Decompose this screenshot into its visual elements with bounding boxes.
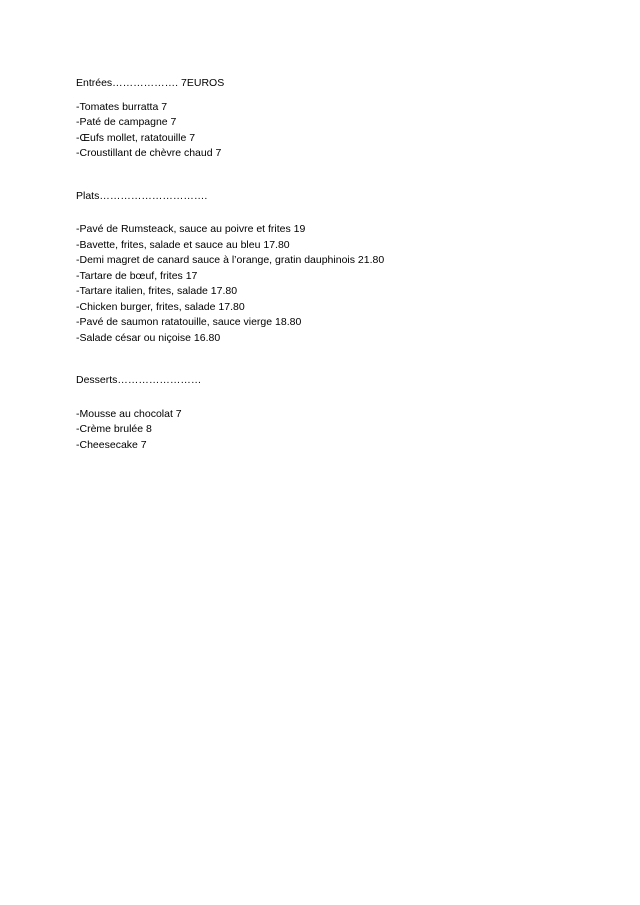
list-item: -Tartare italien, frites, salade 17.80 (76, 285, 238, 297)
list-item: -Salade césar ou niçoise 16.80 (76, 331, 221, 344)
plats-list (76, 222, 596, 346)
list-item: -Cheesecake 7 (76, 438, 147, 451)
list-item: -Œufs mollet, ratatouille 7 (76, 131, 196, 144)
list-item: -Crème brulée 8 (76, 423, 152, 435)
list-item: -Chicken burger, frites, salade 17.80 (76, 300, 245, 313)
desserts-list (76, 407, 596, 454)
list-item: -Bavette, frites, salade et sauce au bleu 17.80 (76, 238, 290, 251)
list-item: -Paté de campagne 7 (76, 116, 177, 128)
desserts-heading: Desserts…………………… (76, 374, 202, 386)
list-item: -Mousse au chocolat 7 (76, 407, 182, 420)
list-item: -Tomates burratta 7 (76, 100, 168, 113)
entrees-section (76, 76, 596, 162)
desserts-section (76, 373, 596, 453)
entrees-heading: Entrées………………. 7EUROS (76, 77, 225, 89)
menu-page (76, 76, 596, 453)
list-item: -Tartare de bœuf, frites 17 (76, 269, 198, 282)
plats-heading: Plats…………………………. (76, 189, 208, 202)
entrees-list (76, 100, 596, 162)
list-item: -Pavé de saumon ratatouille, sauce vierge 18.80 (76, 316, 302, 328)
plats-section (76, 189, 596, 347)
list-item: -Pavé de Rumsteack, sauce au poivre et frites 19 (76, 223, 306, 235)
list-item: -Croustillant de chèvre chaud 7 (76, 147, 222, 159)
list-item: -Demi magret de canard sauce à l’orange, gratin dauphinois 21.80 (76, 254, 385, 266)
